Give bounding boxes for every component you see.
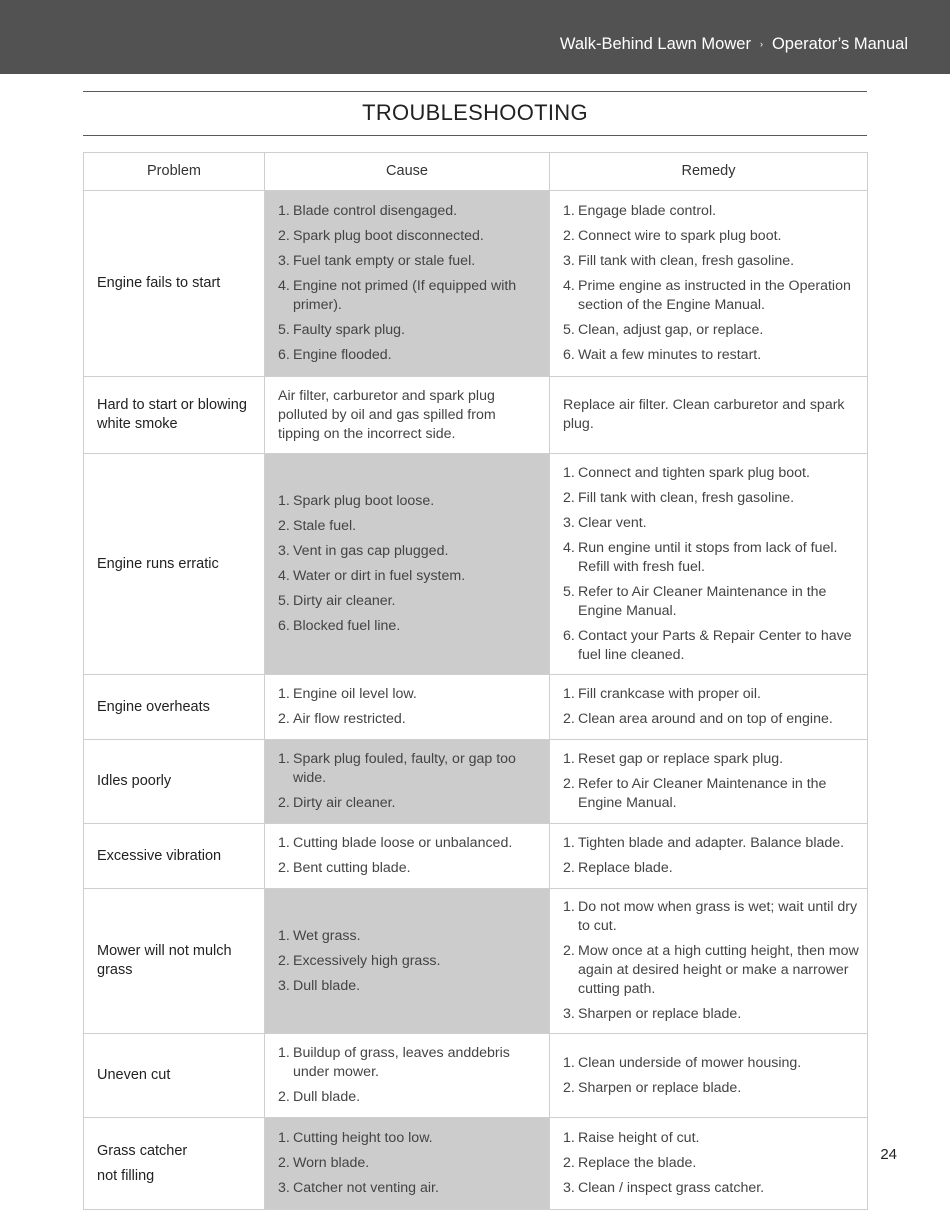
remedy-item [563,277,859,315]
cause-cell [265,824,550,889]
cause-list [278,927,539,996]
problem-cell [84,1118,265,1210]
item-number: 4. [563,278,575,294]
remedy-item-text: Contact your Parts & Repair Center to have fuel line cleaned. [578,627,852,663]
item-number: 1. [563,835,575,851]
remedy-item-text: Clean underside of mower housing. [578,1054,802,1071]
remedy-item-text: Do not mow when grass is wet; wait until dry to cut. [578,899,858,934]
cause-text: Air filter, carburetor and spark plug polluted by oil and gas spilled from tipping on the incorrect side. [278,387,496,442]
problem-text: Excessive vibration [97,847,222,864]
remedy-item [563,1079,859,1098]
remedy-item [563,775,859,813]
cause-item-text: Stale fuel. [293,518,357,534]
cause-item [278,346,539,365]
remedy-text: Replace air filter. Clean carburetor and spark plug. [563,397,845,432]
remedy-item [563,539,859,577]
cause-item-text: Air flow restricted. [293,711,406,727]
cause-item [278,1179,539,1198]
item-number: 2. [563,489,575,506]
cause-cell [265,1118,550,1210]
remedy-item-text: Clean, adjust gap, or replace. [578,322,764,338]
item-number: 4. [278,278,290,294]
item-number: 4. [278,568,290,584]
remedy-item [563,489,859,508]
table-header-row [84,153,868,191]
table-row [84,824,868,889]
cause-item [278,1129,539,1148]
cause-item-text: Engine not primed (If equipped with primer). [293,278,517,313]
item-number: 5. [278,593,290,609]
remedy-item [563,1129,859,1148]
problem-cell [84,191,265,377]
remedy-item [563,898,859,936]
item-number: 2. [563,776,575,792]
remedy-item-text: Connect wire to spark plug boot. [578,228,782,244]
problem-text: Engine fails to start [97,275,221,291]
table-row [84,740,868,824]
remedy-item-text: Refer to Air Cleaner Maintenance in the Engine Manual. [578,776,827,811]
item-number: 2. [278,952,290,969]
table-row [84,191,868,377]
cause-item-text: Fuel tank empty or stale fuel. [293,253,476,269]
item-number: 2. [278,1155,290,1171]
item-number: 3. [563,253,575,269]
item-number: 2. [278,711,290,727]
remedy-item [563,834,859,853]
problem-cell [84,824,265,889]
troubleshooting-table [83,152,868,1210]
cause-item-text: Blocked fuel line. [293,618,401,634]
item-number: 1. [563,1054,575,1071]
cause-item [278,794,539,813]
remedy-item [563,346,859,365]
cause-item [278,567,539,586]
item-number: 2. [563,943,575,959]
item-number: 1. [563,464,575,481]
header-bar [0,0,950,74]
cause-item-text: Wet grass. [293,927,361,944]
item-number: 2. [563,711,575,727]
cause-item [278,321,539,340]
item-number: 2. [563,228,575,244]
cause-item [278,834,539,853]
remedy-item-text: Clear vent. [578,514,647,531]
cause-item [278,252,539,271]
remedy-item-text: Engage blade control. [578,203,717,219]
page-number: 24 [880,1146,897,1163]
remedy-list [563,464,859,665]
cause-list [278,685,539,729]
item-number: 3. [278,977,290,994]
item-number: 4. [563,539,575,556]
problem-text: Mower will not mulch grass [97,943,232,978]
cause-item [278,517,539,536]
remedy-item-text: Reset gap or replace spark plug. [578,751,784,767]
problem-cell [84,675,265,740]
table-row [84,377,868,454]
remedy-cell [550,824,868,889]
cause-cell [265,1034,550,1118]
item-number: 5. [563,322,575,338]
table-row [84,675,868,740]
item-number: 2. [278,1089,290,1105]
cause-item [278,859,539,878]
cause-item-text: Engine flooded. [293,347,392,363]
cause-item-text: Water or dirt in fuel system. [293,568,466,584]
title-rule-bottom [83,135,867,136]
cause-item [278,277,539,315]
remedy-item [563,710,859,729]
table-row [84,1118,868,1210]
item-number: 1. [563,899,575,915]
cause-item [278,202,539,221]
remedy-item-text: Fill tank with clean, fresh gasoline. [578,489,795,506]
remedy-item [563,227,859,246]
item-number: 1. [278,1045,290,1061]
item-number: 1. [278,1130,290,1146]
remedy-list [563,1054,859,1098]
cause-item [278,685,539,704]
cause-list [278,1129,539,1198]
item-number: 2. [563,860,575,876]
cause-item-text: Spark plug boot loose. [293,493,435,509]
cause-list [278,492,539,636]
problem-cell [84,454,265,675]
item-number: 1. [278,751,290,767]
item-number: 1. [278,203,290,219]
cause-item-text: Buildup of grass, leaves anddebris under mower. [293,1045,510,1080]
remedy-item-text: Sharpen or replace blade. [578,1079,742,1096]
remedy-item-text: Clean area around and on top of engine. [578,711,833,727]
cause-item-text: Blade control disengaged. [293,203,458,219]
problem-line: not filling [97,1167,155,1184]
item-number: 3. [563,1180,575,1196]
remedy-item-text: Tighten blade and adapter. Balance blade. [578,835,845,851]
problem-text: Idles poorly [97,773,172,789]
remedy-item-text: Mow once at a high cutting height, then mow again at desired height or make a narrower cutting path. [578,943,859,997]
remedy-item-text: Fill crankcase with proper oil. [578,686,761,702]
cause-item [278,1044,539,1082]
cause-cell [265,191,550,377]
remedy-item-text: Replace blade. [578,860,673,876]
remedy-cell [550,740,868,824]
cause-item [278,542,539,561]
item-number: 6. [563,347,575,363]
item-number: 2. [563,1155,575,1171]
cause-item-text: Dull blade. [293,1089,361,1105]
cause-item [278,227,539,246]
cause-list [278,202,539,365]
remedy-item [563,514,859,533]
cause-cell [265,740,550,824]
remedy-item [563,1154,859,1173]
problem-cell [84,889,265,1034]
problem-cell [84,377,265,454]
cause-item-text: Worn blade. [293,1155,370,1171]
cause-cell [265,454,550,675]
cause-item [278,1088,539,1107]
remedy-list [563,834,859,878]
remedy-item [563,1054,859,1073]
item-number: 1. [278,835,290,851]
item-number: 3. [278,253,290,269]
problem-line: Grass catcher [97,1142,188,1159]
remedy-item [563,1005,859,1024]
remedy-list [563,898,859,1024]
item-number: 1. [278,493,290,509]
item-number: 3. [563,514,575,531]
header-breadcrumb [560,35,908,54]
cause-item [278,492,539,511]
remedy-item [563,1179,859,1198]
cause-item-text: Engine oil level low. [293,686,417,702]
remedy-item-text: Replace the blade. [578,1155,697,1171]
remedy-item [563,202,859,221]
problem-cell [84,740,265,824]
remedy-item-text: Run engine until it stops from lack of fuel. Refill with fresh fuel. [578,539,838,575]
remedy-item-text: Sharpen or replace blade. [578,1006,742,1022]
cause-item-text: Spark plug fouled, faulty, or gap too wide. [293,751,516,786]
item-number: 6. [278,347,290,363]
remedy-item [563,627,859,665]
remedy-item [563,859,859,878]
cause-item-text: Dirty air cleaner. [293,593,396,609]
table-row [84,889,868,1034]
cause-item-text: Cutting blade loose or unbalanced. [293,835,513,851]
item-number: 2. [278,518,290,534]
remedy-cell [550,454,868,675]
remedy-item [563,321,859,340]
item-number: 1. [563,751,575,767]
breadcrumb-separator: › [759,39,763,49]
remedy-item-text: Wait a few minutes to restart. [578,347,762,363]
cause-cell [265,889,550,1034]
item-number: 5. [563,583,575,600]
remedy-cell [550,889,868,1034]
item-number: 6. [278,618,290,634]
cause-item [278,1154,539,1173]
remedy-item [563,750,859,769]
cause-item [278,952,539,971]
item-number: 3. [278,543,290,559]
problem-text: Uneven cut [97,1067,171,1083]
cause-cell [265,675,550,740]
item-number: 2. [563,1079,575,1096]
remedy-item-text: Connect and tighten spark plug boot. [578,464,810,481]
table-row [84,454,868,675]
remedy-item [563,464,859,483]
remedy-cell [550,1034,868,1118]
remedy-item-text: Raise height of cut. [578,1130,700,1146]
remedy-cell [550,377,868,454]
table-row [84,1034,868,1118]
item-number: 3. [278,1180,290,1196]
problem-text: Engine runs erratic [97,555,219,572]
remedy-item-text: Refer to Air Cleaner Maintenance in the Engine Manual. [578,583,827,619]
section-title: Operator’s Manual [771,35,908,53]
cause-cell [265,377,550,454]
cause-item [278,977,539,996]
item-number: 1. [563,203,575,219]
item-number: 1. [563,686,575,702]
cause-item-text: Excessively high grass. [293,952,441,969]
remedy-list [563,1129,859,1198]
problem-text: Engine overheats [97,698,210,715]
remedy-list [563,750,859,813]
doc-title: Walk-Behind Lawn Mower [559,35,751,53]
remedy-cell [550,1118,868,1210]
column-header-problem: Problem [84,153,265,191]
problem-cell [84,1034,265,1118]
item-number: 6. [563,627,575,644]
cause-item [278,927,539,946]
remedy-cell [550,191,868,377]
item-number: 2. [278,860,290,876]
title-rule-top [83,91,867,92]
cause-item-text: Cutting height too low. [293,1130,433,1146]
item-number: 2. [278,795,290,811]
cause-item-text: Dirty air cleaner. [293,795,396,811]
cause-item-text: Dull blade. [293,977,361,994]
item-number: 5. [278,322,290,338]
remedy-item [563,685,859,704]
column-header-cause: Cause [265,153,550,191]
column-header-remedy: Remedy [550,153,868,191]
cause-item-text: Vent in gas cap plugged. [293,543,449,559]
remedy-cell [550,675,868,740]
cause-item-text: Catcher not venting air. [293,1180,439,1196]
item-number: 3. [563,1006,575,1022]
remedy-item [563,252,859,271]
problem-text: Hard to start or blowing white smoke [97,397,247,432]
remedy-item-text: Fill tank with clean, fresh gasoline. [578,253,795,269]
cause-item [278,710,539,729]
cause-item-text: Faulty spark plug. [293,322,405,338]
cause-list [278,750,539,813]
remedy-list [563,685,859,729]
cause-item-text: Bent cutting blade. [293,860,411,876]
remedy-item [563,583,859,621]
item-number: 1. [278,686,290,702]
remedy-list [563,202,859,365]
remedy-item-text: Clean / inspect grass catcher. [578,1180,765,1196]
remedy-item-text: Prime engine as instructed in the Operation section of the Engine Manual. [578,278,851,313]
cause-item [278,592,539,611]
cause-list [278,834,539,878]
cause-item [278,617,539,636]
item-number: 1. [278,927,290,944]
item-number: 1. [563,1130,575,1146]
item-number: 2. [278,228,290,244]
cause-item [278,750,539,788]
remedy-item [563,942,859,999]
cause-list [278,1044,539,1107]
page-title: TROUBLESHOOTING [362,100,588,125]
cause-item-text: Spark plug boot disconnected. [293,228,484,244]
